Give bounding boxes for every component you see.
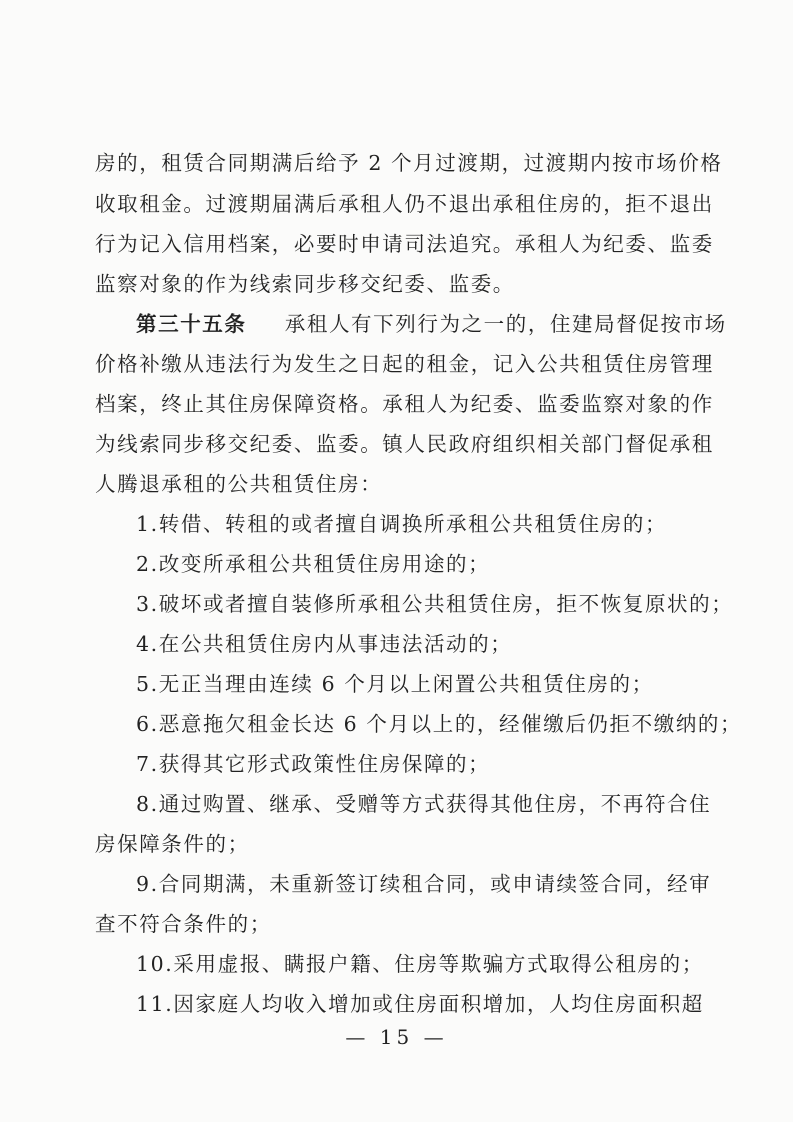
list-item: 5.无正当理由连续 6 个月以上闲置公共租赁住房的； (136, 672, 654, 696)
paragraph-line: 监察对象的作为线索同步移交纪委、监委。 (95, 272, 515, 296)
list-item: 11.因家庭人均收入增加或住房面积增加，人均住房面积超 (136, 992, 704, 1016)
list-item-continuation: 房保障条件的； (95, 832, 250, 856)
list-item: 3.破坏或者擅自装修所承租公共租赁住房，拒不恢复原状的； (136, 592, 734, 616)
article-line: 人腾退承租的公共租赁住房： (95, 472, 383, 496)
article-35-first-line (136, 310, 727, 338)
paragraph-line: 房的，租赁合同期满后给予 2 个月过渡期，过渡期内按市场价格 (95, 151, 723, 175)
list-item: 9.合同期满，未重新签订续租合同，或申请续签合同，经审 (136, 872, 712, 896)
list-item: 7.获得其它形式政策性住房保障的； (136, 752, 491, 776)
article-heading: 第三十五条 (136, 312, 247, 336)
list-item: 8.通过购置、继承、受赠等方式获得其他住房，不再符合住 (136, 792, 712, 816)
article-line: 价格补缴从违法行为发生之日起的租金，记入公共租赁住房管理 (95, 352, 714, 376)
list-item-continuation: 查不符合条件的； (95, 912, 272, 936)
list-item: 4.在公共租赁住房内从事违法活动的； (136, 632, 513, 656)
list-item: 10.采用虚报、瞒报户籍、住房等欺骗方式取得公租房的； (136, 952, 704, 976)
list-item: 6.恶意拖欠租金长达 6 个月以上的，经催缴后仍拒不缴纳的； (136, 712, 743, 736)
article-text: 承租人有下列行为之一的，住建局督促按市场 (284, 312, 727, 336)
paragraph-line: 收取租金。过渡期届满后承租人仍不退出承租住房的，拒不退出 (95, 192, 714, 216)
page-number: — 15 — (345, 1025, 448, 1049)
list-item: 1.转借、转租的或者擅自调换所承租公共租赁住房的； (136, 512, 668, 536)
article-line: 档案，终止其住房保障资格。承租人为纪委、监委监察对象的作 (95, 392, 714, 416)
paragraph-line: 行为记入信用档案，必要时申请司法追究。承租人为纪委、监委 (95, 232, 714, 256)
list-item: 2.改变所承租公共租赁住房用途的； (136, 552, 491, 576)
article-line: 为线索同步移交纪委、监委。镇人民政府组织相关部门督促承租 (95, 432, 714, 456)
